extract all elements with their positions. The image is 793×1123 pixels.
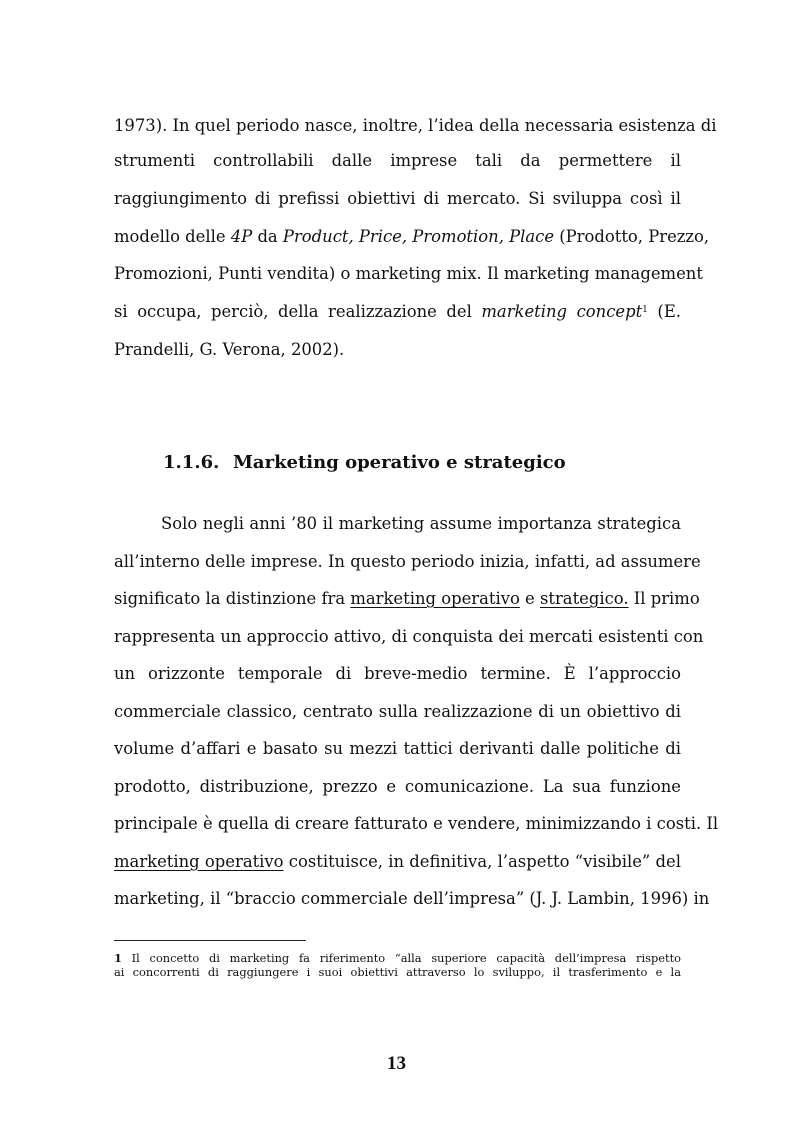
italic-term: 4P <box>230 227 253 246</box>
text-run: prodotto, distribuzione, prezzo e comunicazione. La sua funzione <box>114 777 681 796</box>
paragraph-line <box>114 627 704 647</box>
italic-term: Product, Price, Promotion, Place <box>282 227 555 246</box>
text-run: 1973). In quel periodo nasce, inoltre, l’idea della necessaria esistenza di <box>114 116 717 135</box>
paragraph-line <box>114 814 719 834</box>
footnote-line <box>114 951 681 965</box>
footnote-reference[interactable]: 1 <box>642 305 648 315</box>
text-run: da <box>252 227 283 246</box>
text-run: costituisce, in definitiva, l’aspetto “visibile” del <box>283 852 681 871</box>
section-heading <box>163 452 566 474</box>
paragraph-line <box>114 340 681 360</box>
paragraph-line <box>114 116 717 136</box>
text-run: commerciale classico, centrato sulla realizzazione di un obiettivo di <box>114 702 681 721</box>
text-run: rappresenta un approccio attivo, di conquista dei mercati esistenti con <box>114 627 704 646</box>
text-run: un orizzonte temporale di breve-medio termine. È l’approccio <box>114 664 681 683</box>
paragraph-line <box>114 664 681 684</box>
text-run: marketing, il “braccio commerciale dell’impresa” (J. J. Lambin, 1996) in <box>114 889 710 908</box>
paragraph-line <box>114 302 681 322</box>
text-run: (E. <box>647 302 681 321</box>
text-run: Promozioni, Punti vendita) o marketing mix. Il marketing management <box>114 264 703 283</box>
text-run: all’interno delle imprese. In questo periodo inizia, infatti, ad assumere <box>114 552 701 571</box>
paragraph-line <box>114 589 700 609</box>
paragraph-line <box>114 264 703 284</box>
text-run: raggiungimento di prefissi obiettivi di mercato. Si sviluppa così il <box>114 189 681 208</box>
section-title: Marketing operativo e strategico <box>233 452 566 473</box>
italic-term: marketing concept <box>481 302 643 321</box>
underlined-term: marketing operativo <box>350 589 520 608</box>
paragraph-line <box>114 227 710 247</box>
text-run: volume d’affari e basato su mezzi tattici derivanti dalle politiche di <box>114 739 681 758</box>
paragraph-line <box>114 852 681 872</box>
footnote-line <box>114 965 681 979</box>
paragraph-line <box>114 151 681 171</box>
text-run: (Prodotto, Prezzo, <box>554 227 710 246</box>
text-run: Prandelli, G. Verona, 2002). <box>114 340 345 359</box>
text-run: Solo negli anni ’80 il marketing assume importanza strategica <box>161 514 681 533</box>
footnote-text: Il concetto di marketing fa riferimento “alla superiore capacità dell’impresa rispetto <box>121 951 681 965</box>
paragraph-line <box>114 889 710 909</box>
text-run: significato la distinzione fra <box>114 589 351 608</box>
paragraph-line <box>114 739 681 759</box>
footnote-text: ai concorrenti di raggiungere i suoi obiettivi attraverso lo sviluppo, il trasferimento e la <box>114 965 681 979</box>
underlined-term: marketing operativo <box>114 852 284 871</box>
text-run: principale è quella di creare fatturato e vendere, minimizzando i costi. Il <box>114 814 719 833</box>
paragraph-line <box>114 552 701 572</box>
footnote-divider <box>114 940 306 941</box>
paragraph-line <box>161 514 681 534</box>
section-number: 1.1.6. <box>163 452 220 473</box>
paragraph-line <box>114 777 681 797</box>
page-number: 13 <box>387 1053 406 1074</box>
paragraph-line <box>114 189 681 209</box>
underlined-term: strategico. <box>539 589 629 608</box>
text-run: e <box>519 589 540 608</box>
footnote-mark: 1 <box>114 951 122 965</box>
paragraph-line <box>114 702 681 722</box>
text-run: Il primo <box>628 589 700 608</box>
text-run: strumenti controllabili dalle imprese tali da permettere il <box>114 151 681 170</box>
text-run: modello delle <box>114 227 231 246</box>
text-run: si occupa, perciò, della realizzazione del <box>114 302 482 321</box>
